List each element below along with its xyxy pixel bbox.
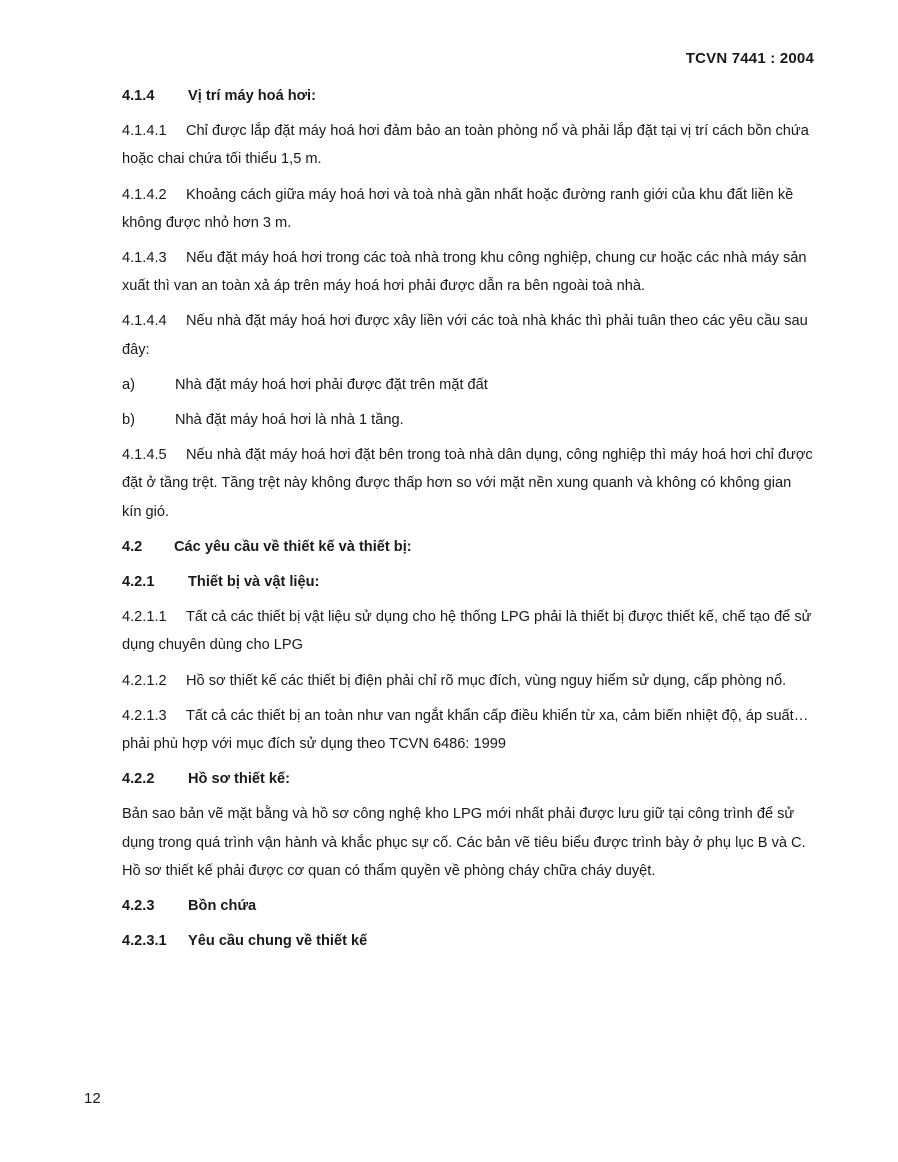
clause-number: 4.2.1.1 — [122, 609, 167, 626]
section-heading-4-2-1 — [122, 568, 814, 596]
clause-text: Hồ sơ thiết kế các thiết bị điện phải chỉ rõ mục đích, vùng nguy hiểm sử dụng, cấp phòng nổ. — [186, 672, 787, 689]
clause-4-1-4-2 — [122, 181, 814, 237]
clause-number: 4.1.4.1 — [122, 123, 167, 140]
document-body — [122, 82, 814, 962]
clause-text: Nếu đặt máy hoá hơi trong các toà nhà trong khu công nghiệp, chung cư hoặc các nhà máy sản xuất thì van an toàn xả áp trên máy hoá hơi phải được dẫn ra bên ngoài toà nhà. — [122, 250, 807, 295]
section-title: Yêu cầu chung về thiết kế — [188, 933, 368, 950]
clause-text: Tất cả các thiết bị vật liệu sử dụng cho hệ thống LPG phải là thiết bị được thiết kế, chế tạo để sử dụng chuyên dùng cho LPG — [122, 609, 812, 654]
list-item-b — [122, 406, 814, 434]
clause-text: Nếu nhà đặt máy hoá hơi được xây liền với các toà nhà khác thì phải tuân theo các yêu cầu sau đây: — [122, 313, 808, 358]
clause-number: 4.1.4.5 — [122, 447, 167, 464]
clause-text: Khoảng cách giữa máy hoá hơi và toà nhà gần nhất hoặc đường ranh giới của khu đất liền kề không được nhỏ hơn 3 m. — [122, 186, 794, 231]
clause-text: Nếu nhà đặt máy hoá hơi đặt bên trong toà nhà dân dụng, công nghiệp thì máy hoá hơi chỉ được đặt ở tầng trệt. Tầng trệt này không được thấp hơn so với mặt nền xung quanh và không có không gian kín gió. — [122, 447, 813, 520]
clause-4-1-4-1 — [122, 117, 814, 173]
clause-4-2-1-1 — [122, 603, 814, 659]
section-heading-4-2 — [122, 533, 814, 561]
section-number: 4.2.3 — [122, 898, 155, 915]
section-title: Các yêu cầu về thiết kế và thiết bị: — [174, 538, 412, 555]
clause-4-1-4-5 — [122, 441, 814, 526]
list-item-text: Nhà đặt máy hoá hơi phải được đặt trên mặt đất — [175, 376, 488, 393]
clause-number: 4.2.1.3 — [122, 707, 167, 724]
section-number: 4.1.4 — [122, 88, 155, 104]
section-number: 4.2.3.1 — [122, 933, 167, 950]
clause-number: 4.1.4.4 — [122, 313, 167, 330]
page-number: 12 — [84, 1090, 101, 1107]
clause-text: Chỉ được lắp đặt máy hoá hơi đảm bảo an toàn phòng nổ và phải lắp đặt tại vị trí cách bồn chứa hoặc chai chứa tối thiểu 1,5 m. — [122, 123, 809, 168]
clause-number: 4.2.1.2 — [122, 672, 167, 689]
clause-number: 4.1.4.3 — [122, 250, 167, 267]
section-heading-4-2-3-1 — [122, 927, 814, 955]
list-item-a — [122, 371, 814, 399]
list-marker: a) — [122, 376, 135, 393]
clause-4-2-1-3 — [122, 702, 814, 758]
paragraph-text: Bản sao bản vẽ mặt bằng và hồ sơ công nghệ kho LPG mới nhất phải được lưu giữ tại công trình để sử dụng trong quá trình vận hành và khắc phục sự cố. Các bản vẽ tiêu biểu được trình bày ở phụ lục B và C. Hồ sơ thiết kế phải được cơ quan có thẩm quyền về phòng cháy chữa cháy duyệt. — [122, 806, 806, 879]
section-title: Bồn chứa — [188, 898, 257, 915]
section-heading-4-2-2 — [122, 765, 814, 793]
list-item-text: Nhà đặt máy hoá hơi là nhà 1 tầng. — [175, 412, 404, 429]
clause-4-1-4-4 — [122, 307, 814, 363]
section-number: 4.2.1 — [122, 574, 155, 591]
section-title: Thiết bị và vật liệu: — [188, 574, 320, 591]
clause-number: 4.1.4.2 — [122, 186, 167, 203]
section-number: 4.2.2 — [122, 771, 155, 788]
standard-code-header: TCVN 7441 : 2004 — [685, 50, 814, 67]
section-heading-4-2-3 — [122, 892, 814, 920]
clause-4-1-4-3 — [122, 244, 814, 300]
section-title: Hồ sơ thiết kế: — [188, 771, 291, 788]
section-heading-4-1-4 — [122, 82, 814, 110]
clause-text: Tất cả các thiết bị an toàn như van ngắt khẩn cấp điều khiển từ xa, cảm biến nhiệt độ, áp suất…phải phù hợp với mục đích sử dụng theo TCVN 6486: 1999 — [122, 707, 809, 753]
clause-4-2-1-2 — [122, 667, 814, 695]
list-marker: b) — [122, 412, 135, 429]
section-number: 4.2 — [122, 538, 143, 555]
section-title: Vị trí máy hoá hơi: — [188, 88, 316, 104]
paragraph-design-records — [122, 800, 814, 885]
